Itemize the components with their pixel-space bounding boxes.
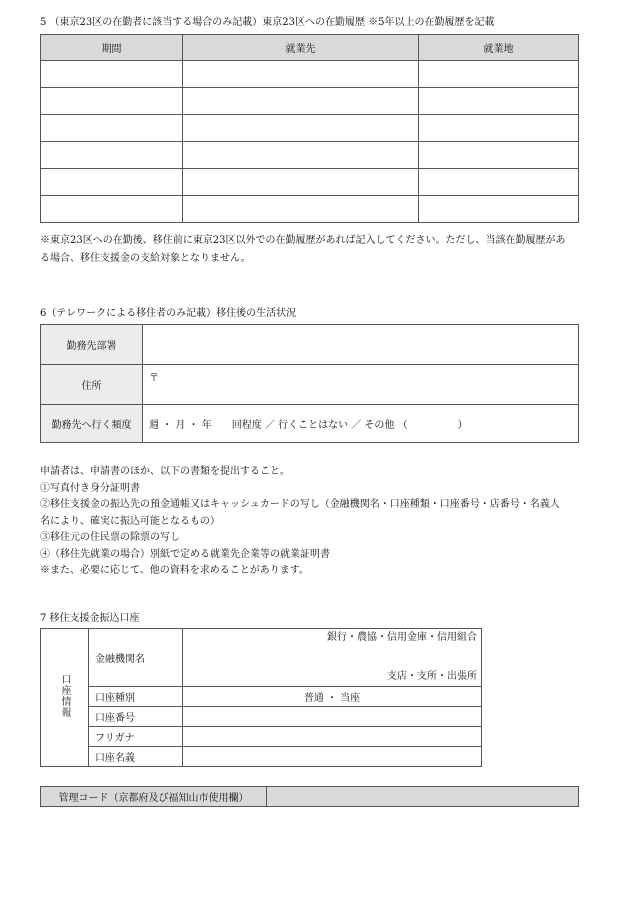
section5-note-line2: る場合、移住支援金の支給対象となりません。	[40, 253, 251, 264]
address-label: 住所	[41, 365, 143, 405]
admin-code-label: 管理コード（京都府及び福知山市使用欄）	[41, 787, 267, 807]
account-holder-field[interactable]	[183, 747, 482, 767]
bank-name-field[interactable]	[183, 629, 482, 687]
work-location-cell[interactable]	[419, 88, 579, 115]
document-item-continued: 名により、確実に振込可能となるもの）	[40, 515, 220, 527]
account-info-label: 口座情報	[59, 674, 70, 718]
period-cell[interactable]	[41, 61, 183, 88]
employer-cell[interactable]	[183, 115, 419, 142]
documents-note: ※また、必要に応じて、他の資料を求めることがあります。	[40, 565, 309, 576]
document-item: ①写真付き身分証明書	[40, 482, 140, 494]
employer-cell[interactable]	[183, 196, 419, 223]
bank-name-label: 金融機関名	[89, 629, 183, 687]
section6-heading: 6（テレワークによる移住者のみ記載）移住後の生活状況	[40, 308, 297, 319]
section5-note-line1: ※東京23区への在勤後、移住前に東京23区以外での在勤履歴があれば記入してください。ただし、当該在勤履歴があ	[40, 235, 566, 246]
account-type-options[interactable]: 普通 ・ 当座	[183, 687, 482, 707]
account-info-group-cell	[41, 629, 89, 767]
section5-heading: 5 （東京23区の在勤者に該当する場合のみ記載）東京23区への在勤履歴 ※5年以上の在勤履歴を記載	[40, 17, 495, 28]
required-documents	[40, 464, 560, 580]
branch-type-options: 支店・支所・出張所	[387, 671, 477, 682]
account-number-field[interactable]	[183, 707, 482, 727]
employer-cell[interactable]	[183, 61, 419, 88]
admin-code-table	[40, 786, 579, 807]
column-header-work-location: 就業地	[419, 35, 579, 61]
table-row	[41, 88, 579, 115]
address-field[interactable]: 〒	[143, 365, 579, 405]
bank-type-options: 銀行・農協・信用金庫・信用組合	[327, 632, 477, 643]
document-item: ②移住支援金の振込先の預金通帳又はキャッシュカードの写し（金融機関名・口座種類・口座番号・店番号・名義人	[40, 499, 560, 510]
column-header-employer: 就業先	[183, 35, 419, 61]
section7-heading: 7 移住支援金振込口座	[40, 613, 140, 624]
employer-cell[interactable]	[183, 169, 419, 196]
telework-table	[40, 324, 579, 443]
document-item: ③移住元の住民票の除票の写し	[40, 532, 180, 543]
table-row	[41, 61, 579, 88]
column-header-period: 期間	[41, 35, 183, 61]
account-holder-label: 口座名義	[89, 747, 183, 767]
table-row	[41, 196, 579, 223]
period-cell[interactable]	[41, 142, 183, 169]
table-row	[41, 142, 579, 169]
work-history-table	[40, 34, 579, 223]
account-type-label: 口座種別	[89, 687, 183, 707]
period-cell[interactable]	[41, 115, 183, 142]
work-location-cell[interactable]	[419, 169, 579, 196]
work-location-cell[interactable]	[419, 142, 579, 169]
department-label: 勤務先部署	[41, 325, 143, 365]
table-row	[41, 115, 579, 142]
period-cell[interactable]	[41, 196, 183, 223]
furigana-field[interactable]	[183, 727, 482, 747]
account-number-label: 口座番号	[89, 707, 183, 727]
commute-frequency-field[interactable]: 週 ・ 月 ・ 年 回程度 ／ 行くことはない ／ その他 （ ）	[143, 405, 579, 443]
documents-intro: 申請者は、申請書のほか、以下の書類を提出すること。	[40, 466, 290, 477]
period-cell[interactable]	[41, 169, 183, 196]
bank-account-table	[40, 628, 482, 767]
work-location-cell[interactable]	[419, 61, 579, 88]
employer-cell[interactable]	[183, 88, 419, 115]
admin-code-field	[267, 787, 579, 807]
commute-frequency-label: 勤務先へ行く頻度	[41, 405, 143, 443]
department-field[interactable]	[143, 325, 579, 365]
employer-cell[interactable]	[183, 142, 419, 169]
table-row	[41, 169, 579, 196]
furigana-label: フリガナ	[89, 727, 183, 747]
work-location-cell[interactable]	[419, 115, 579, 142]
work-location-cell[interactable]	[419, 196, 579, 223]
period-cell[interactable]	[41, 88, 183, 115]
document-item: ④（移住先就業の場合）別紙で定める就業先企業等の就業証明書	[40, 548, 330, 560]
